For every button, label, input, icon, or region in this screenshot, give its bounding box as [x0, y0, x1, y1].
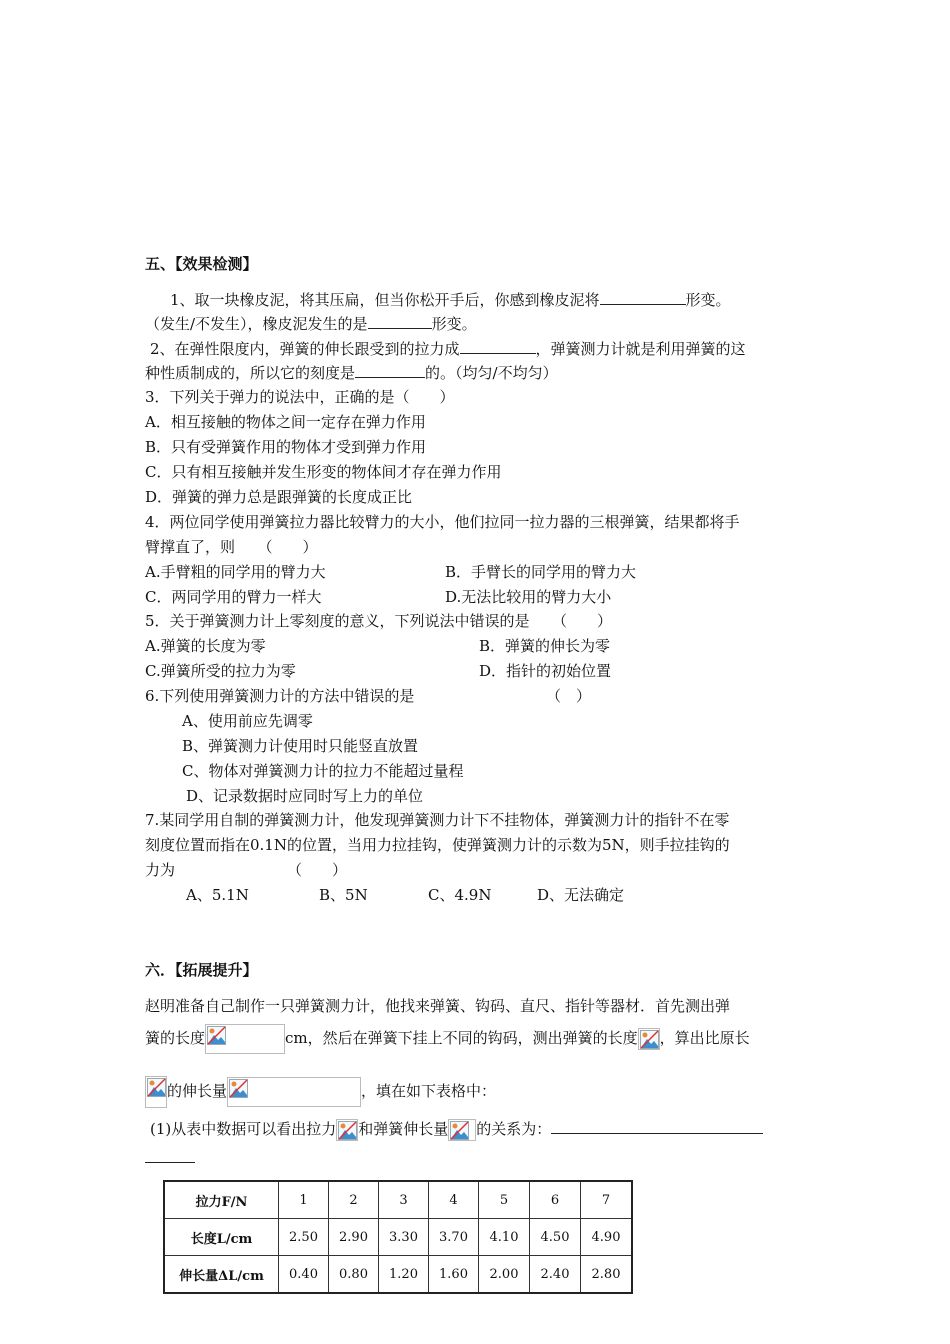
p4-text-b: 和弹簧伸长量 — [358, 1120, 449, 1138]
table-cell: 4.90 — [581, 1219, 633, 1256]
broken-image-icon — [147, 1078, 166, 1097]
table-cell: 4.10 — [479, 1219, 530, 1256]
table-cell: 3 — [379, 1181, 429, 1219]
table-row-extension — [164, 1256, 632, 1294]
section-six-title: 六．【拓展提升】 — [145, 961, 258, 979]
image-placeholder-delta — [145, 1076, 167, 1108]
question-4-option-b: B．手臂长的同学用的臂力大 — [445, 563, 637, 581]
question-4-option-c: C．两同学用的臂力一样大 — [145, 588, 322, 606]
image-placeholder-force — [336, 1119, 358, 1141]
question-4-line-2: 臂撑直了，则 （ ） — [145, 538, 318, 556]
table-cell: 6 — [530, 1181, 581, 1219]
spring-data-table — [163, 1180, 633, 1294]
table-cell: 7 — [581, 1181, 633, 1219]
extension-paragraph-line-3 — [145, 1074, 496, 1108]
table-cell: 3.30 — [379, 1219, 429, 1256]
table-cell: 2 — [329, 1181, 379, 1219]
table-cell: 2.80 — [581, 1256, 633, 1294]
table-cell: 2.00 — [479, 1256, 530, 1294]
table-row-force — [164, 1181, 632, 1219]
table-row-length — [164, 1219, 632, 1256]
question-4-option-d: D.无法比较用的臂力大小 — [445, 588, 612, 606]
p2-text-c: ，算出比原长 — [659, 1029, 750, 1047]
extension-paragraph-line-2 — [145, 1023, 750, 1054]
question-7-line-3: 力为 — [145, 861, 176, 879]
question-2-line-2 — [145, 363, 558, 383]
question-5-option-d: D．指针的初始位置 — [479, 662, 612, 680]
q1-blank-1[interactable] — [600, 290, 686, 305]
question-6-option-b: B、弹簧测力计使用时只能竖直放置 — [182, 737, 419, 755]
table-cell: 2.40 — [530, 1256, 581, 1294]
question-7-paren: （ ） — [287, 861, 348, 879]
p4-text-c: 的关系为： — [476, 1120, 552, 1138]
question-6: 6.下列使用弹簧测力计的方法中错误的是 — [145, 687, 415, 705]
table-header-extension: 伸长量ΔL/cm — [164, 1256, 279, 1294]
q2-text-a: 2、在弹性限度内，弹簧的伸长跟受到的拉力成 — [150, 340, 460, 358]
p2-text-a: 簧的长度 — [145, 1029, 206, 1047]
question-6-option-c: C、物体对弹簧测力计的拉力不能超过量程 — [182, 762, 464, 780]
q2-text-c: 种性质制成的，所以它的刻度是 — [145, 364, 356, 382]
question-6-paren: （ ） — [546, 687, 592, 705]
question-1-line-1 — [170, 290, 731, 310]
broken-image-icon — [338, 1121, 357, 1140]
question-7-option-c: C、4.9N — [428, 886, 492, 904]
question-7-line-1: 7.某同学用自制的弹簧测力计，他发现弹簧测力计下不挂物体，弹簧测力计的指针不在零 — [145, 811, 730, 829]
question-6-option-d: D、记录数据时应同时写上力的单位 — [186, 787, 424, 805]
relation-answer-blank[interactable] — [551, 1119, 763, 1134]
section-five-title: 五、【效果检测】 — [145, 255, 258, 273]
q1-blank-2[interactable] — [368, 314, 432, 329]
question-1-line-2 — [145, 314, 477, 334]
question-5-option-b: B．弹簧的伸长为零 — [479, 637, 611, 655]
table-cell: 1 — [279, 1181, 329, 1219]
q1-text-c: （发生/不发生），橡皮泥发生的是 — [145, 315, 368, 333]
table-cell: 4 — [429, 1181, 479, 1219]
question-3-option-d: D．弹簧的弹力总是跟弹簧的长度成正比 — [145, 488, 413, 506]
table-cell: 2.50 — [279, 1219, 329, 1256]
broken-image-icon — [450, 1121, 469, 1140]
image-placeholder-length-l — [638, 1028, 660, 1050]
question-3: 3．下列关于弹力的说法中，正确的是（ ） — [145, 388, 455, 406]
image-placeholder-length — [205, 1024, 285, 1054]
question-1-relation — [150, 1117, 763, 1141]
image-placeholder-extension — [227, 1077, 361, 1107]
question-3-option-b: B．只有受弹簧作用的物体才受到弹力作用 — [145, 438, 427, 456]
q2-text-d: 的。（均匀/不均匀） — [425, 364, 558, 382]
broken-image-icon — [207, 1026, 226, 1045]
question-3-option-a: A．相互接触的物体之间一定存在弹力作用 — [145, 413, 426, 431]
q2-text-b: ，弹簧测力计就是利用弹簧的这 — [535, 340, 746, 358]
extension-paragraph-line-1: 赵明准备自己制作一只弹簧测力计，他找来弹簧、钩码、直尺、指针等器材．首先测出弹 — [145, 997, 731, 1015]
table-cell: 2.90 — [329, 1219, 379, 1256]
table-cell: 0.40 — [279, 1256, 329, 1294]
question-5-option-a: A.弹簧的长度为零 — [145, 637, 266, 655]
table-cell: 1.60 — [429, 1256, 479, 1294]
q1-text-b: 形变。 — [685, 291, 731, 309]
table-header-length: 长度L/cm — [164, 1219, 279, 1256]
question-4-option-a: A.手臂粗的同学用的臂力大 — [145, 563, 326, 581]
p4-text-a: (1)从表中数据可以看出拉力 — [150, 1120, 337, 1138]
question-7-option-d: D、无法确定 — [537, 886, 625, 904]
image-placeholder-delta-l — [448, 1119, 476, 1141]
p2-text-b: cm，然后在弹簧下挂上不同的钩码，测出弹簧的长度 — [285, 1029, 638, 1047]
question-6-option-a: A、使用前应先调零 — [182, 712, 313, 730]
question-3-option-c: C．只有相互接触并发生形变的物体间才存在弹力作用 — [145, 463, 502, 481]
table-cell: 1.20 — [379, 1256, 429, 1294]
q1-text-d: 形变。 — [431, 315, 477, 333]
question-7-option-a: A、5.1N — [186, 886, 249, 904]
question-2-line-1 — [150, 339, 746, 359]
question-5-option-c: C.弹簧所受的拉力为零 — [145, 662, 296, 680]
relation-answer-blank-continued[interactable] — [145, 1148, 195, 1163]
table-cell: 5 — [479, 1181, 530, 1219]
question-5: 5．关于弹簧测力计上零刻度的意义，下列说法中错误的是 （ ） — [145, 612, 613, 630]
table-cell: 0.80 — [329, 1256, 379, 1294]
question-7-line-2: 刻度位置而指在0.1N的位置，当用力拉挂钩，使弹簧测力计的示数为5N，则手拉挂钩的 — [145, 836, 730, 854]
q2-blank-2[interactable] — [355, 363, 425, 378]
q1-text-a: 1、取一块橡皮泥，将其压扁，但当你松开手后，你感到橡皮泥将 — [170, 291, 600, 309]
table-cell: 3.70 — [429, 1219, 479, 1256]
broken-image-icon — [640, 1030, 659, 1049]
table-header-force: 拉力F/N — [164, 1181, 279, 1219]
p3-text-a: 的伸长量 — [167, 1082, 228, 1100]
table-cell: 4.50 — [530, 1219, 581, 1256]
q2-blank-1[interactable] — [460, 339, 536, 354]
broken-image-icon — [229, 1079, 248, 1098]
question-7-option-b: B、5N — [319, 886, 368, 904]
question-4-line-1: 4．两位同学使用弹簧拉力器比较臂力的大小，他们拉同一拉力器的三根弹簧，结果都将手 — [145, 513, 740, 531]
p3-text-b: ，填在如下表格中： — [361, 1082, 497, 1100]
